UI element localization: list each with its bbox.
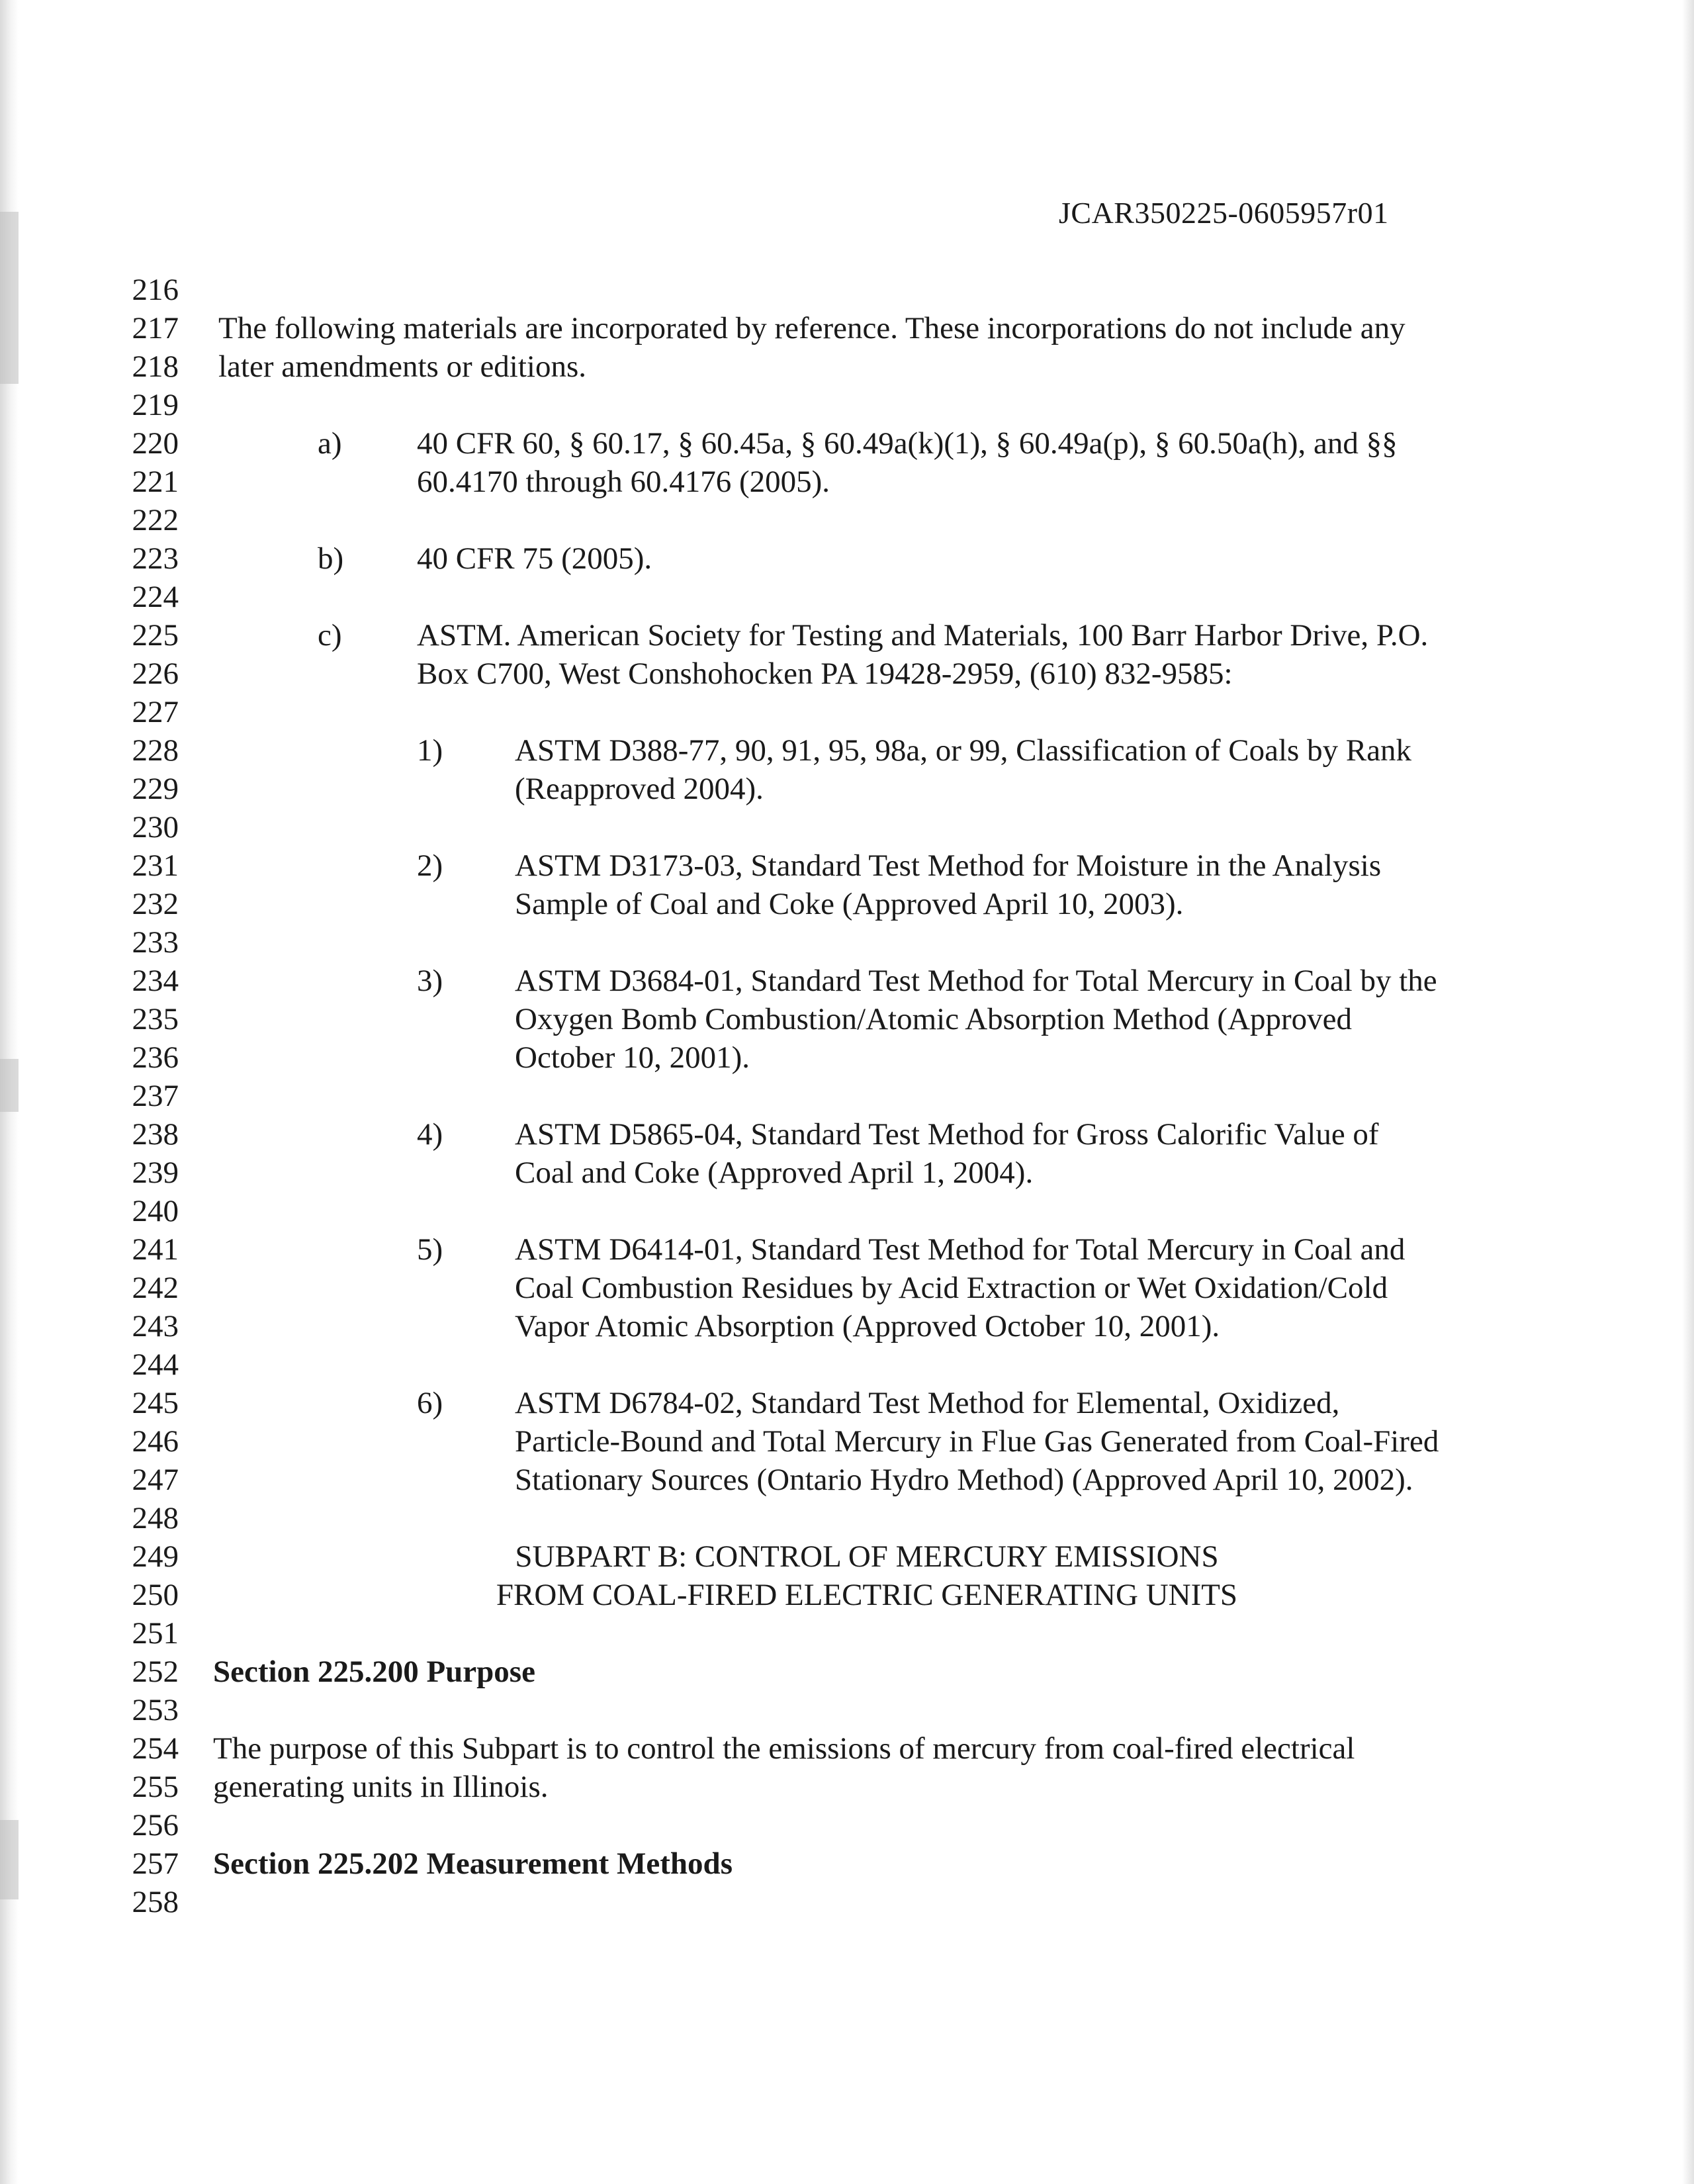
- item-a-label: a): [318, 426, 342, 461]
- sub-item-5-line-3: Vapor Atomic Absorption (Approved October 10, 2001).: [515, 1309, 1220, 1343]
- line-number: 252: [132, 1655, 179, 1689]
- line-number: 237: [132, 1079, 179, 1113]
- line-number: 250: [132, 1578, 179, 1612]
- line-number: 239: [132, 1156, 179, 1190]
- line-number: 253: [132, 1693, 179, 1727]
- scan-edge-right: [1682, 0, 1694, 2184]
- line-number: 219: [132, 388, 179, 422]
- line-number: 233: [132, 925, 179, 960]
- line-number: 245: [132, 1386, 179, 1420]
- line-number: 256: [132, 1808, 179, 1843]
- item-c-label: c): [318, 618, 342, 653]
- sub-item-2-label: 2): [417, 848, 443, 883]
- sub-item-1-line-1: ASTM D388-77, 90, 91, 95, 98a, or 99, Classification of Coals by Rank: [515, 733, 1412, 768]
- sub-item-3-line-2: Oxygen Bomb Combustion/Atomic Absorption Method (Approved: [515, 1002, 1353, 1036]
- document-id: JCAR350225-0605957r01: [1059, 196, 1389, 230]
- line-number: 247: [132, 1463, 179, 1497]
- sub-item-5-label: 5): [417, 1232, 443, 1267]
- item-c-line-2: Box C700, West Conshohocken PA 19428-2959, (610) 832-9585:: [417, 657, 1233, 691]
- line-number: 241: [132, 1232, 179, 1267]
- line-number: 216: [132, 273, 179, 307]
- sub-item-6-line-3: Stationary Sources (Ontario Hydro Method) (Approved April 10, 2002).: [515, 1463, 1413, 1497]
- line-number: 251: [132, 1616, 179, 1651]
- line-number: 227: [132, 695, 179, 729]
- item-c-line-1: ASTM. American Society for Testing and Materials, 100 Barr Harbor Drive, P.O.: [417, 618, 1429, 653]
- line-number: 217: [132, 311, 179, 345]
- line-number: 258: [132, 1885, 179, 1919]
- subpart-heading-line-1: SUBPART B: CONTROL OF MERCURY EMISSIONS: [515, 1539, 1219, 1574]
- line-number: 225: [132, 618, 179, 653]
- sub-item-6-label: 6): [417, 1386, 443, 1420]
- scan-band: [0, 212, 19, 384]
- line-number: 224: [132, 580, 179, 614]
- sub-item-5-line-2: Coal Combustion Residues by Acid Extraction or Wet Oxidation/Cold: [515, 1271, 1388, 1305]
- line-number: 243: [132, 1309, 179, 1343]
- sub-item-1-line-2: (Reapproved 2004).: [515, 772, 764, 806]
- line-number: 222: [132, 503, 179, 537]
- line-number: 242: [132, 1271, 179, 1305]
- section-225-200-heading: Section 225.200 Purpose: [213, 1655, 535, 1689]
- scan-band: [0, 1820, 19, 1899]
- sub-item-5-line-1: ASTM D6414-01, Standard Test Method for Total Mercury in Coal and: [515, 1232, 1405, 1267]
- line-number: 220: [132, 426, 179, 461]
- sub-item-6-line-2: Particle-Bound and Total Mercury in Flue Gas Generated from Coal-Fired: [515, 1424, 1439, 1459]
- intro-line-2: later amendments or editions.: [218, 349, 587, 384]
- sub-item-1-label: 1): [417, 733, 443, 768]
- sub-item-3-label: 3): [417, 964, 443, 998]
- scan-edge-left: [0, 0, 19, 2184]
- subpart-heading-line-2: FROM COAL-FIRED ELECTRIC GENERATING UNITS: [496, 1578, 1238, 1612]
- line-number: 257: [132, 1846, 179, 1881]
- sub-item-6-line-1: ASTM D6784-02, Standard Test Method for Elemental, Oxidized,: [515, 1386, 1340, 1420]
- line-number: 221: [132, 465, 179, 499]
- line-number: 244: [132, 1347, 179, 1382]
- line-number: 231: [132, 848, 179, 883]
- item-b-label: b): [318, 541, 344, 576]
- line-number: 229: [132, 772, 179, 806]
- line-number: 248: [132, 1501, 179, 1535]
- item-b-line-1: 40 CFR 75 (2005).: [417, 541, 652, 576]
- sub-item-2-line-1: ASTM D3173-03, Standard Test Method for Moisture in the Analysis: [515, 848, 1382, 883]
- item-a-line-2: 60.4170 through 60.4176 (2005).: [417, 465, 830, 499]
- sub-item-4-line-2: Coal and Coke (Approved April 1, 2004).: [515, 1156, 1034, 1190]
- line-number: 235: [132, 1002, 179, 1036]
- line-number: 234: [132, 964, 179, 998]
- line-number: 246: [132, 1424, 179, 1459]
- line-number: 223: [132, 541, 179, 576]
- line-number: 238: [132, 1117, 179, 1152]
- scan-band: [0, 1059, 19, 1112]
- line-number: 226: [132, 657, 179, 691]
- sub-item-3-line-3: October 10, 2001).: [515, 1040, 750, 1075]
- intro-line-1: The following materials are incorporated by reference. These incorporations do not include any: [218, 311, 1405, 345]
- sub-item-2-line-2: Sample of Coal and Coke (Approved April 10, 2003).: [515, 887, 1184, 921]
- line-number: 240: [132, 1194, 179, 1228]
- item-a-line-1: 40 CFR 60, § 60.17, § 60.45a, § 60.49a(k)(1), § 60.49a(p), § 60.50a(h), and §§: [417, 426, 1398, 461]
- section-225-202-heading: Section 225.202 Measurement Methods: [213, 1846, 733, 1881]
- line-number: 236: [132, 1040, 179, 1075]
- line-number: 230: [132, 810, 179, 844]
- section-225-200-line-2: generating units in Illinois.: [213, 1770, 549, 1804]
- line-number: 254: [132, 1731, 179, 1766]
- section-225-200-line-1: The purpose of this Subpart is to control the emissions of mercury from coal-fired electrical: [213, 1731, 1355, 1766]
- sub-item-3-line-1: ASTM D3684-01, Standard Test Method for Total Mercury in Coal by the: [515, 964, 1437, 998]
- line-number: 228: [132, 733, 179, 768]
- line-number: 232: [132, 887, 179, 921]
- sub-item-4-label: 4): [417, 1117, 443, 1152]
- line-number: 255: [132, 1770, 179, 1804]
- sub-item-4-line-1: ASTM D5865-04, Standard Test Method for Gross Calorific Value of: [515, 1117, 1379, 1152]
- line-number: 218: [132, 349, 179, 384]
- line-number: 249: [132, 1539, 179, 1574]
